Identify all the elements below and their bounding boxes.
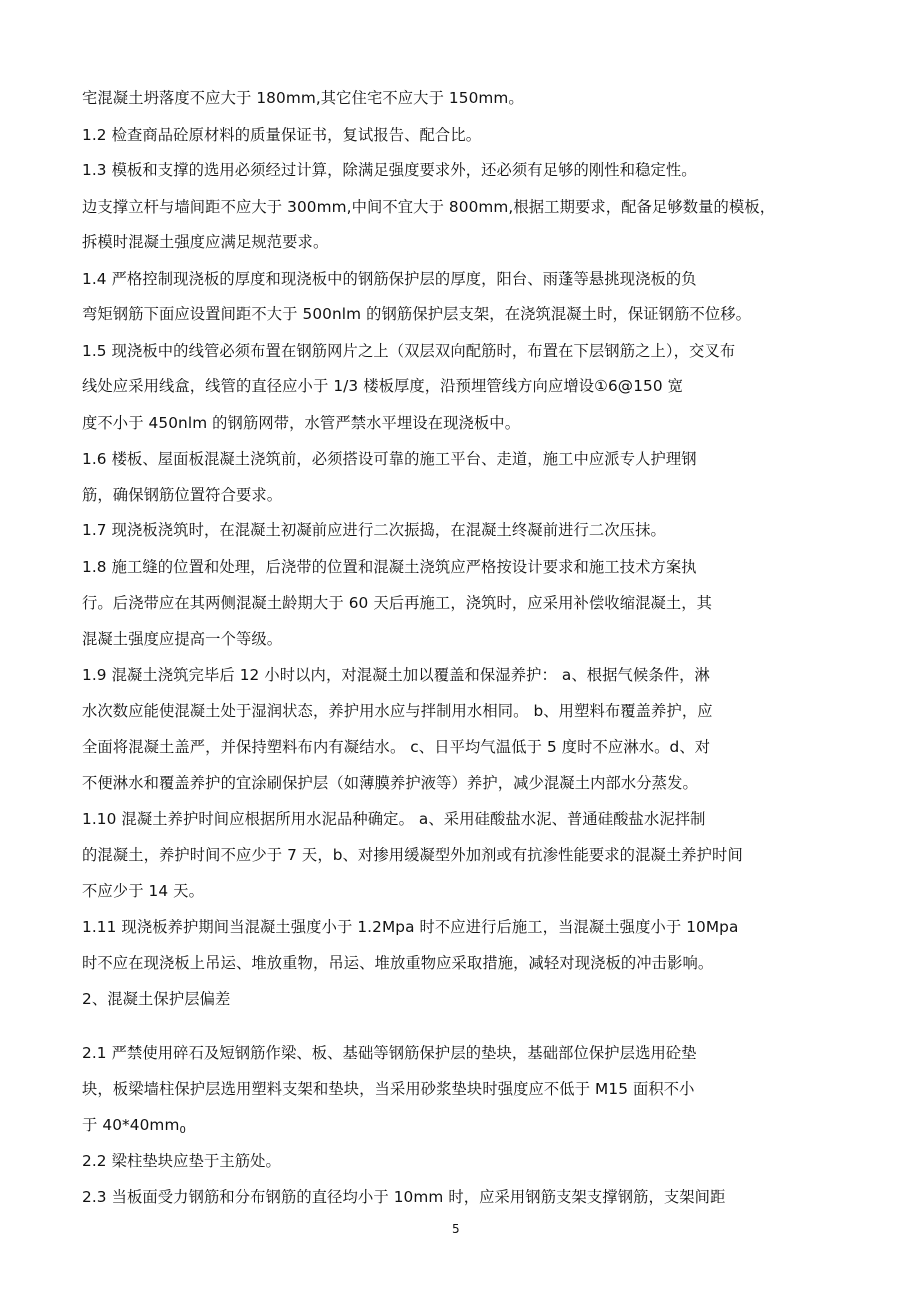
text-line <box>82 1115 186 1141</box>
text-line: 水次数应能使混凝土处于湿润状态，养护用水应与拌制用水相同。 b、用塑料布覆盖养护，应 <box>82 702 713 720</box>
page-number: 5 <box>452 1222 460 1236</box>
text-line: 的混凝土，养护时间不应少于 7 天，b、对掺用缓凝型外加剂或有抗渗性能要求的混凝土养护时间 <box>82 846 743 864</box>
text-line: 筋，确保钢筋位置符合要求。 <box>82 486 283 504</box>
text-line: 1.3 模板和支撑的选用必须经过计算，除满足强度要求外，还必须有足够的刚性和稳定性。 <box>82 161 697 179</box>
text-line: 不便淋水和覆盖养护的宜涂刷保护层（如薄膜养护液等）养护，减少混凝土内部水分蒸发。 <box>82 774 698 792</box>
text-line: 1.4 严格控制现浇板的厚度和现浇板中的钢筋保护层的厚度，阳台、雨蓬等悬挑现浇板的负 <box>82 270 697 288</box>
text-line: 2.2 梁柱垫块应垫于主筋处。 <box>82 1152 281 1170</box>
text-line: 1.8 施工缝的位置和处理，后浇带的位置和混凝土浇筑应严格按设计要求和施工技术方案执 <box>82 558 697 576</box>
text-line: 不应少于 14 天。 <box>82 882 204 900</box>
text-line: 边支撑立杆与墙间距不应大于 300mm,中间不宜大于 800mm,根据工期要求，配备足够数量的模板， <box>82 198 776 216</box>
text-line: 1.6 楼板、屋面板混凝土浇筑前，必须搭设可靠的施工平台、走道，施工中应派专人护理钢 <box>82 450 697 468</box>
text-line: 全面将混凝土盖严，并保持塑料布内有凝结水。 c、日平均气温低于 5 度时不应淋水。d、对 <box>82 738 711 756</box>
text-line: 1.2 检查商品砼原材料的质量保证书，复试报告、配合比。 <box>82 126 482 144</box>
text-line: 1.5 现浇板中的线管必须布置在钢筋网片之上（双层双向配筋时，布置在下层钢筋之上），交叉布 <box>82 342 736 360</box>
text-line: 行。后浇带应在其两侧混凝土龄期大于 60 天后再施工，浇筑时，应采用补偿收缩混凝土，其 <box>82 594 713 612</box>
text-line: 弯矩钢筋下面应设置间距不大于 500nlm 的钢筋保护层支架，在浇筑混凝土时，保证钢筋不位移。 <box>82 305 752 323</box>
text-line: 块，板梁墙柱保护层选用塑料支架和垫块，当采用砂浆垫块时强度应不低于 M15 面积不小 <box>82 1080 695 1098</box>
text-line: 2.1 严禁使用碎石及短钢筋作梁、板、基础等钢筋保护层的垫块，基础部位保护层选用砼垫 <box>82 1044 697 1062</box>
text-line-main: 于 40*40mm <box>82 1116 180 1134</box>
text-line: 宅混凝土坍落度不应大于 180mm,其它住宅不应大于 150mm。 <box>82 89 524 107</box>
text-line: 度不小于 450nlm 的钢筋网带，水管严禁水平埋设在现浇板中。 <box>82 414 521 432</box>
text-line: 1.11 现浇板养护期间当混凝土强度小于 1.2Mpa 时不应进行后施工，当混凝土强度小于 10Mpa <box>82 918 739 936</box>
subscript: 0 <box>179 1125 186 1136</box>
text-line: 线处应采用线盒，线管的直径应小于 1/3 楼板厚度，沿预埋管线方向应增设①6@150 宽 <box>82 377 684 395</box>
text-line: 1.10 混凝土养护时间应根据所用水泥品种确定。 a、采用硅酸盐水泥、普通硅酸盐水泥拌制 <box>82 810 706 828</box>
text-line: 1.9 混凝土浇筑完毕后 12 小时以内，对混凝土加以覆盖和保湿养护： a、根据气候条件，淋 <box>82 666 710 684</box>
text-line: 2.3 当板面受力钢筋和分布钢筋的直径均小于 10mm 时，应采用钢筋支架支撑钢筋，支架间距 <box>82 1188 726 1206</box>
text-line: 混凝土强度应提高一个等级。 <box>82 630 283 648</box>
text-line: 时不应在现浇板上吊运、堆放重物，吊运、堆放重物应采取措施，减轻对现浇板的冲击影响。 <box>82 954 714 972</box>
text-line: 1.7 现浇板浇筑时，在混凝土初凝前应进行二次振捣，在混凝土终凝前进行二次压抹。 <box>82 521 666 539</box>
section-heading: 2、混凝土保护层偏差 <box>82 990 231 1008</box>
text-line: 拆模时混凝土强度应满足规范要求。 <box>82 233 329 251</box>
